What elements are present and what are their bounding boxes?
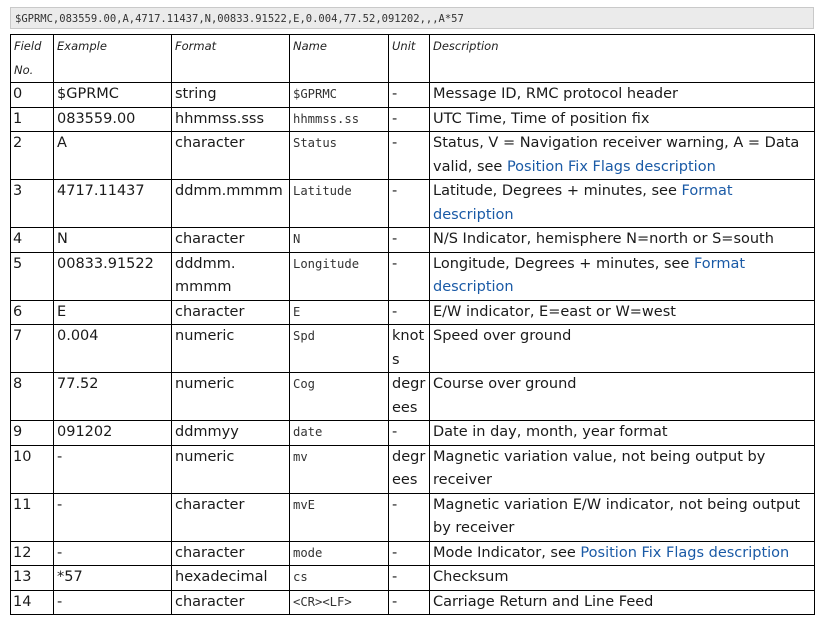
name-cell: Status <box>290 132 389 180</box>
header-example: Example <box>54 35 172 83</box>
example-cell: 00833.91522 <box>54 252 172 300</box>
unit-cell: - <box>389 300 430 325</box>
description-cell <box>430 541 815 566</box>
table-row <box>11 107 815 132</box>
description-text: Magnetic variation E/W indicator, not being output by receiver <box>433 496 801 536</box>
format-cell: numeric <box>172 445 290 493</box>
description-text: Mode Indicator, see <box>433 544 581 561</box>
unit-cell: - <box>389 228 430 253</box>
name-cell: mv <box>290 445 389 493</box>
example-message: $GPRMC,083559.00,A,4717.11437,N,00833.91522,E,0.004,77.52,091202,,,A*57 <box>10 7 814 29</box>
field-no-cell: 0 <box>11 83 54 108</box>
unit-cell: - <box>389 252 430 300</box>
format-cell: numeric <box>172 325 290 373</box>
unit-cell: - <box>389 132 430 180</box>
unit-cell: - <box>389 83 430 108</box>
field-no-cell: 9 <box>11 421 54 446</box>
description-cell <box>430 590 815 615</box>
description-text: Magnetic variation value, not being output by receiver <box>433 448 766 488</box>
example-cell: - <box>54 493 172 541</box>
name-cell: mvE <box>290 493 389 541</box>
field-no-cell: 8 <box>11 373 54 421</box>
example-cell: A <box>54 132 172 180</box>
example-cell: 77.52 <box>54 373 172 421</box>
unit-cell: - <box>389 541 430 566</box>
unit-cell: knots <box>389 325 430 373</box>
format-cell: character <box>172 541 290 566</box>
unit-cell: - <box>389 493 430 541</box>
field-no-cell: 4 <box>11 228 54 253</box>
description-text: Message ID, RMC protocol header <box>433 86 678 102</box>
unit-cell: - <box>389 590 430 615</box>
field-no-cell: 2 <box>11 132 54 180</box>
description-cell <box>430 132 815 180</box>
document <box>10 7 814 615</box>
table-header-row <box>11 35 815 83</box>
name-cell: <CR><LF> <box>290 590 389 615</box>
format-cell: ddmmyy <box>172 421 290 446</box>
description-link[interactable]: Position Fix Flags description <box>580 544 790 561</box>
name-cell: N <box>290 228 389 253</box>
name-cell: Longitude <box>290 252 389 300</box>
description-text: E/W indicator, E=east or W=west <box>433 303 676 320</box>
example-cell: 091202 <box>54 421 172 446</box>
format-cell: character <box>172 228 290 253</box>
description-text: UTC Time, Time of position fix <box>433 110 650 127</box>
format-cell: string <box>172 83 290 108</box>
description-link[interactable]: Format description <box>433 183 733 223</box>
table-row <box>11 590 815 615</box>
table-row <box>11 228 815 253</box>
format-cell: character <box>172 300 290 325</box>
description-cell <box>430 252 815 300</box>
description-cell <box>430 300 815 325</box>
description-cell <box>430 325 815 373</box>
description-link[interactable]: Format description <box>433 255 746 295</box>
example-cell: 4717.11437 <box>54 180 172 228</box>
format-cell: ddmm.mmmm <box>172 180 290 228</box>
description-text: Speed over ground <box>433 328 572 344</box>
description-text: Checksum <box>433 569 509 585</box>
table-row <box>11 493 815 541</box>
field-no-cell: 3 <box>11 180 54 228</box>
description-text: Latitude, Degrees + minutes, see <box>433 183 682 199</box>
table-row <box>11 300 815 325</box>
example-cell: $GPRMC <box>54 83 172 108</box>
example-cell: - <box>54 541 172 566</box>
table-row <box>11 180 815 228</box>
header-field-no: Field No. <box>11 35 54 83</box>
description-cell <box>430 421 815 446</box>
field-no-cell: 5 <box>11 252 54 300</box>
header-unit: Unit <box>389 35 430 83</box>
description-text: Course over ground <box>433 376 577 392</box>
example-cell: - <box>54 445 172 493</box>
field-no-cell: 13 <box>11 566 54 591</box>
header-format: Format <box>172 35 290 83</box>
description-cell <box>430 373 815 421</box>
field-no-cell: 1 <box>11 107 54 132</box>
field-no-cell: 11 <box>11 493 54 541</box>
description-cell <box>430 445 815 493</box>
table-row <box>11 83 815 108</box>
unit-cell: degrees <box>389 373 430 421</box>
table-row <box>11 541 815 566</box>
rmc-field-table <box>10 34 815 615</box>
field-no-cell: 6 <box>11 300 54 325</box>
table-row <box>11 373 815 421</box>
format-cell: hexadecimal <box>172 566 290 591</box>
name-cell: E <box>290 300 389 325</box>
example-cell: - <box>54 590 172 615</box>
field-no-cell: 7 <box>11 325 54 373</box>
table-row <box>11 132 815 180</box>
description-link[interactable]: Position Fix Flags description <box>506 158 716 175</box>
header-name: Name <box>290 35 389 83</box>
unit-cell: - <box>389 180 430 228</box>
description-cell <box>430 228 815 253</box>
unit-cell: - <box>389 107 430 132</box>
format-cell: character <box>172 132 290 180</box>
header-description: Description <box>430 35 815 83</box>
format-cell: hhmmss.sss <box>172 107 290 132</box>
description-cell <box>430 493 815 541</box>
unit-cell: - <box>389 421 430 446</box>
table-row <box>11 445 815 493</box>
name-cell: Cog <box>290 373 389 421</box>
table-row <box>11 566 815 591</box>
unit-cell: degrees <box>389 445 430 493</box>
table-row <box>11 252 815 300</box>
name-cell: $GPRMC <box>290 83 389 108</box>
format-cell: character <box>172 493 290 541</box>
format-cell: character <box>172 590 290 615</box>
description-cell <box>430 83 815 108</box>
name-cell: mode <box>290 541 389 566</box>
description-cell <box>430 566 815 591</box>
example-cell: *57 <box>54 566 172 591</box>
description-cell <box>430 107 815 132</box>
table-row <box>11 325 815 373</box>
description-text: Carriage Return and Line Feed <box>433 593 654 610</box>
example-cell: 0.004 <box>54 325 172 373</box>
example-cell: E <box>54 300 172 325</box>
example-cell: N <box>54 228 172 253</box>
name-cell: date <box>290 421 389 446</box>
field-no-cell: 14 <box>11 590 54 615</box>
format-cell: dddmm. mmmm <box>172 252 290 300</box>
name-cell: Latitude <box>290 180 389 228</box>
field-no-cell: 10 <box>11 445 54 493</box>
name-cell: cs <box>290 566 389 591</box>
description-cell <box>430 180 815 228</box>
name-cell: hhmmss.ss <box>290 107 389 132</box>
example-cell: 083559.00 <box>54 107 172 132</box>
name-cell: Spd <box>290 325 389 373</box>
table-row <box>11 421 815 446</box>
description-text: N/S Indicator, hemisphere N=north or S=south <box>433 231 774 247</box>
description-text: Longitude, Degrees + minutes, see <box>433 255 694 272</box>
format-cell: numeric <box>172 373 290 421</box>
field-no-cell: 12 <box>11 541 54 566</box>
unit-cell: - <box>389 566 430 591</box>
description-text: Status, V = Navigation receiver warning, A = Data valid, see <box>433 135 800 175</box>
description-text: Date in day, month, year format <box>433 424 668 440</box>
